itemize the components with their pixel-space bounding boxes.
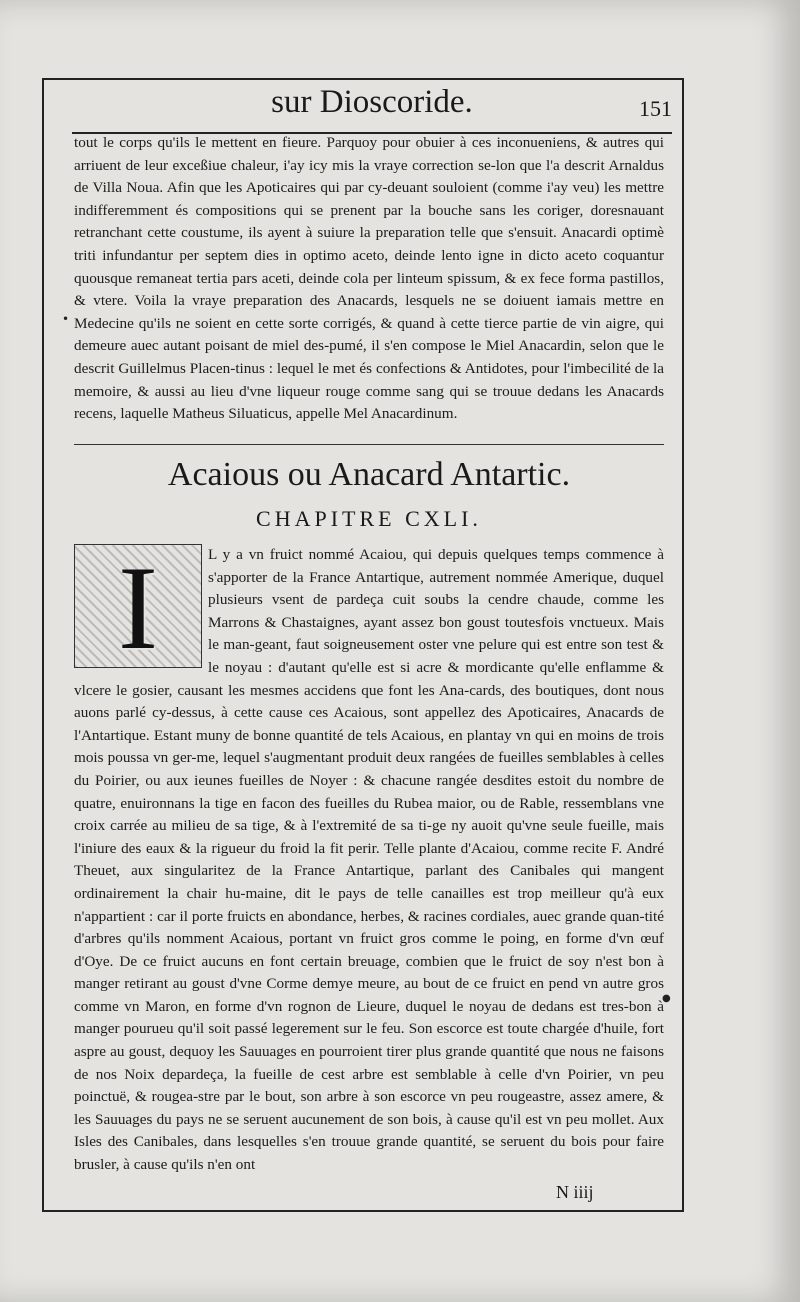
paragraph: tout le corps qu'ils le mettent en fieure. Parquoy pour obuier à ces inconueniens, & autres qui arriuent de leur exceßiue chaleur, i'ay icy mis la vraye correction se-lon que l'a descrit Arnaldus de Villa Noua. Afin que les Apoticaires qui par cy-deuant souloient (comme i'ay veu) les mettre indifferemment és compositions qui se prenent par la bouche sans les coriger, doresnauant retranchant cette coustume, ils ayent à suiure la preparation telle que s'ensuit. Anacardi optimè triti infundantur per septem dies in optimo aceto, deinde lento igne in dicto aceto coquantur quousque remaneat tertia pars aceti, deinde cola per linteum spissum, & ex fece forma pastillos, & vtere. Voila la vraye preparation des Anacards, lesquels ne se doiuent iamais mettre en Medecine qu'ils ne soient en cette sorte corrigés, & quand à cette tierce partie de vin aigre, qui demeure auec autant poisant de miel des-pumé, il s'en compose le Miel Anacardin, selon que le descrit Guillelmus Placen-tinus : lequel le met és confections & Antidotes, pour l'imbecilité de la memoire, & aussi au lieu d'vne liqueur rouge comme sang qui se trouue dedans les Anacards recens, laquelle Matheus Siluaticus, appelle Mel Anacardinum.	[74, 134, 664, 423]
running-head	[72, 82, 672, 134]
paragraph: L y a vn fruict nommé Acaiou, qui depuis quelques temps commence à s'apporter de la France Antartique, autrement nommée Amerique, duquel plusieurs vsent de pardeça cuit soubs la cendre chaude, comme les Marrons & Chastaignes, ayant assez bon goust toutesfois vnctueux. Mais le man-geant, faut soigneusement oster vne pelure qui est entre son test & le noyau : d'autant qu'elle est si acre & mordicante qu'elle enflamme & vlcere le gosier, causant les mesmes accidens que font les Ana-cards, des boutiques, dont nous auons parlé cy-dessus, à cette cause ces Acaious, sont appellez des Apoticaires, Anacards de l'Antartique. Estant muny de bonne quantité de tels Acaious, en plantay vn qui en moins de trois mois poussa vn ger-me, lequel s'augmentant produit deux rangées de fueilles semblables à celles du Poirier, ou aux ieunes fueilles de Noyer : & chacune rangée desdites estoit du nombre de quatre, enuironnans la tige en facon des fueilles du Rubea maior, ou de Rable, ressemblans vne croix carrée au milieu de sa tige, & à l'extremité de sa ti-ge ny auoit qu'vne seule fueille, mais l'iniure des eaux & la rigueur du froid la fit perir. Telle plante d'Acaiou, comme recite F. André Theuet, aux singularitez de la France Antartique, parlant des Canibales qui mangent ordinairement la chair hu-maine, dit le pays de telle canailles est trop meilleur qu'à eux n'appartient : car il porte fruicts en abondance, herbes, & racines cordiales, auec grande quan-tité d'arbres qu'ils nomment Acaious, portant vn fruict gros comme le poing, en forme d'vn œuf d'Oye. De ce fruict aucuns en font certain breuage, combien que le fruict de soy n'est bon à manger retirant au goust d'vne Corme demye meure, au bout de ce fruict en pend vn autre gros comme vn Maron, en forme d'vn rognon de Lieure, duquel le noyau de dedans est tres-bon à manger pourueu qu'il soit passé legerement sur le feu. Son escorce est toute chargée d'huile, fort aspre au goust, dequoy les Sauuages en pourroient tirer plus grande quantité que nous ne faisons de nos Noix depardeça, la fueille de cest arbre est semblable à celle d'vn Poirier, vn peu poinctuë, & rougea-stre par le bout, son arbre à son escorce vn peu rougeastre, assez amere, & les Sauuages du pays ne se seruent aucunement de son bois, à cause qu'il est vn peu mollet. Aux Isles des Canibales, dans lesquelles s'en trouue grande quantité, se seruent du bois pour faire brusler, à cause qu'ils n'en ont	[74, 546, 664, 1174]
margin-mark: •	[62, 312, 70, 326]
chapter-title: Acaious ou Anacard Antartic.	[167, 456, 571, 493]
page-number: 151	[639, 96, 672, 121]
ornamental-initial	[74, 541, 202, 674]
section-divider	[74, 444, 664, 445]
signature-mark: N iiij	[556, 1182, 594, 1202]
continued-text	[74, 132, 664, 426]
margin-mark: ●	[662, 993, 671, 1004]
chapter-text	[74, 541, 664, 1177]
dropcap-letter: I	[118, 541, 158, 674]
running-title: sur Dioscoride.	[271, 84, 473, 120]
chapter-number: CHAPITRE CXLI.	[256, 506, 482, 531]
bottom-rule	[42, 1210, 684, 1212]
